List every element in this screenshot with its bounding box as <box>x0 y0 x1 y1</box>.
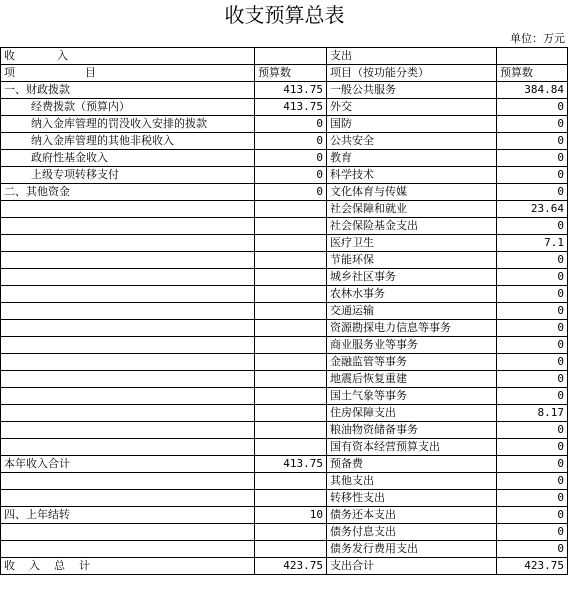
income-item-cell <box>1 286 255 303</box>
table-row <box>1 439 568 456</box>
page-title: 收支预算总表 <box>224 3 345 27</box>
expense-amount-cell: 0 <box>497 490 568 507</box>
expense-amount-cell: 7.1 <box>497 235 568 252</box>
expense-item-cell: 外交 <box>327 99 497 116</box>
expense-item-cell: 一般公共服务 <box>327 82 497 99</box>
table-row <box>1 133 568 150</box>
table-row <box>1 167 568 184</box>
table-row <box>1 252 568 269</box>
table-row <box>1 82 568 99</box>
table-row <box>1 269 568 286</box>
income-item-cell: 收 入 总 计 <box>1 558 255 575</box>
table-row <box>1 201 568 218</box>
income-amount-cell <box>255 201 327 218</box>
expense-item-cell: 商业服务业等事务 <box>327 337 497 354</box>
income-item-cell <box>1 439 255 456</box>
table-row <box>1 473 568 490</box>
income-item-cell <box>1 354 255 371</box>
expense-amount-cell: 0 <box>497 422 568 439</box>
expense-amount-cell: 384.84 <box>497 82 568 99</box>
income-item-cell <box>1 269 255 286</box>
expense-amount-cell: 0 <box>497 388 568 405</box>
income-amount-cell <box>255 303 327 320</box>
income-amount-cell: 0 <box>255 150 327 167</box>
expense-item-cell: 其他支出 <box>327 473 497 490</box>
income-amount-cell <box>255 473 327 490</box>
income-amount-cell: 413.75 <box>255 82 327 99</box>
income-item-cell <box>1 422 255 439</box>
expense-amount-cell: 0 <box>497 524 568 541</box>
expense-amount-cell: 0 <box>497 320 568 337</box>
expense-item-cell: 国有资本经营预算支出 <box>327 439 497 456</box>
income-item-cell: 纳入金库管理的其他非税收入 <box>1 133 255 150</box>
expense-amount-cell: 0 <box>497 371 568 388</box>
income-item-cell: 纳入金库管理的罚没收入安排的拨款 <box>1 116 255 133</box>
income-group-header: 收 入 <box>1 48 255 65</box>
table-row <box>1 184 568 201</box>
income-amount-cell <box>255 354 327 371</box>
income-amount-cell <box>255 405 327 422</box>
expense-amount-cell: 0 <box>497 116 568 133</box>
expense-item-cell: 城乡社区事务 <box>327 269 497 286</box>
expense-item-cell: 粮油物资储备事务 <box>327 422 497 439</box>
expense-item-cell: 国土气象等事务 <box>327 388 497 405</box>
expense-amount-cell: 0 <box>497 150 568 167</box>
expense-item-cell: 支出合计 <box>327 558 497 575</box>
expense-amount-cell: 0 <box>497 507 568 524</box>
table-row <box>1 490 568 507</box>
income-amount-cell: 413.75 <box>255 456 327 473</box>
income-amount-cell: 0 <box>255 116 327 133</box>
income-amount-cell <box>255 320 327 337</box>
table-row <box>1 388 568 405</box>
income-amount-cell: 423.75 <box>255 558 327 575</box>
budget-table <box>0 47 568 575</box>
table-row <box>1 235 568 252</box>
income-item-cell <box>1 388 255 405</box>
income-item-cell <box>1 303 255 320</box>
table-row <box>1 558 568 575</box>
income-amount-cell: 413.75 <box>255 99 327 116</box>
income-amount-cell <box>255 337 327 354</box>
expense-item-cell: 公共安全 <box>327 133 497 150</box>
table-row <box>1 150 568 167</box>
expense-group-header-blank <box>497 48 568 65</box>
income-group-header-blank <box>255 48 327 65</box>
table-row <box>1 371 568 388</box>
expense-amount-cell: 8.17 <box>497 405 568 422</box>
expense-item-cell: 住房保障支出 <box>327 405 497 422</box>
income-amount-cell <box>255 286 327 303</box>
expense-item-cell: 节能环保 <box>327 252 497 269</box>
expense-group-header: 支出 <box>327 48 497 65</box>
income-amount-cell <box>255 524 327 541</box>
expense-item-cell: 农林水事务 <box>327 286 497 303</box>
expense-amount-cell: 0 <box>497 184 568 201</box>
expense-amount-cell: 423.75 <box>497 558 568 575</box>
expense-amount-cell: 0 <box>497 269 568 286</box>
expense-item-header: 项目（按功能分类） <box>327 65 497 82</box>
header-row-columns <box>1 65 568 82</box>
table-row <box>1 405 568 422</box>
expense-item-cell: 地震后恢复重建 <box>327 371 497 388</box>
expense-item-cell: 国防 <box>327 116 497 133</box>
income-amount-cell <box>255 541 327 558</box>
income-item-cell: 二、其他资金 <box>1 184 255 201</box>
income-item-cell <box>1 320 255 337</box>
table-row <box>1 354 568 371</box>
table-row <box>1 116 568 133</box>
expense-item-cell: 交通运输 <box>327 303 497 320</box>
expense-item-cell: 金融监管等事务 <box>327 354 497 371</box>
income-amount-header: 预算数 <box>255 65 327 82</box>
income-item-cell: 一、财政拨款 <box>1 82 255 99</box>
table-row <box>1 524 568 541</box>
income-item-cell <box>1 252 255 269</box>
income-amount-cell <box>255 269 327 286</box>
income-amount-cell: 0 <box>255 133 327 150</box>
expense-item-cell: 社会保障和就业 <box>327 201 497 218</box>
expense-item-cell: 科学技术 <box>327 167 497 184</box>
income-amount-cell: 10 <box>255 507 327 524</box>
table-row <box>1 218 568 235</box>
income-item-cell <box>1 201 255 218</box>
expense-amount-cell: 0 <box>497 303 568 320</box>
expense-amount-cell: 0 <box>497 99 568 116</box>
expense-item-cell: 医疗卫生 <box>327 235 497 252</box>
income-amount-cell <box>255 235 327 252</box>
income-item-cell <box>1 371 255 388</box>
income-item-cell: 四、上年结转 <box>1 507 255 524</box>
expense-amount-cell: 0 <box>497 337 568 354</box>
income-amount-cell <box>255 371 327 388</box>
income-item-cell: 上级专项转移支付 <box>1 167 255 184</box>
income-item-cell <box>1 524 255 541</box>
expense-amount-cell: 0 <box>497 473 568 490</box>
expense-amount-cell: 0 <box>497 167 568 184</box>
income-item-cell <box>1 218 255 235</box>
expense-amount-header: 预算数 <box>497 65 568 82</box>
expense-amount-cell: 0 <box>497 439 568 456</box>
income-amount-cell <box>255 422 327 439</box>
income-item-cell <box>1 473 255 490</box>
income-amount-cell <box>255 439 327 456</box>
header-row-group <box>1 48 568 65</box>
expense-item-cell: 转移性支出 <box>327 490 497 507</box>
income-item-cell <box>1 541 255 558</box>
expense-item-cell: 预备费 <box>327 456 497 473</box>
expense-item-cell: 资源勘探电力信息等事务 <box>327 320 497 337</box>
expense-item-cell: 社会保险基金支出 <box>327 218 497 235</box>
expense-amount-cell: 23.64 <box>497 201 568 218</box>
income-item-cell <box>1 490 255 507</box>
expense-amount-cell: 0 <box>497 133 568 150</box>
table-row <box>1 507 568 524</box>
expense-item-cell: 债务付息支出 <box>327 524 497 541</box>
expense-amount-cell: 0 <box>497 541 568 558</box>
table-row <box>1 541 568 558</box>
expense-item-cell: 文化体育与传媒 <box>327 184 497 201</box>
unit-label: 单位：万元 <box>510 32 565 45</box>
income-amount-cell: 0 <box>255 167 327 184</box>
income-amount-cell <box>255 388 327 405</box>
table-row <box>1 303 568 320</box>
table-row <box>1 320 568 337</box>
income-amount-cell <box>255 490 327 507</box>
expense-item-cell: 债务还本支出 <box>327 507 497 524</box>
expense-amount-cell: 0 <box>497 354 568 371</box>
expense-amount-cell: 0 <box>497 456 568 473</box>
income-item-header: 项 目 <box>1 65 255 82</box>
income-amount-cell: 0 <box>255 184 327 201</box>
income-amount-cell <box>255 252 327 269</box>
table-row <box>1 422 568 439</box>
expense-item-cell: 债务发行费用支出 <box>327 541 497 558</box>
income-item-cell <box>1 235 255 252</box>
table-row <box>1 456 568 473</box>
expense-amount-cell: 0 <box>497 252 568 269</box>
income-amount-cell <box>255 218 327 235</box>
expense-amount-cell: 0 <box>497 218 568 235</box>
income-item-cell: 政府性基金收入 <box>1 150 255 167</box>
expense-amount-cell: 0 <box>497 286 568 303</box>
income-item-cell <box>1 405 255 422</box>
income-item-cell <box>1 337 255 354</box>
income-item-cell: 经费拨款（预算内） <box>1 99 255 116</box>
table-row <box>1 99 568 116</box>
table-row <box>1 286 568 303</box>
expense-item-cell: 教育 <box>327 150 497 167</box>
income-item-cell: 本年收入合计 <box>1 456 255 473</box>
table-row <box>1 337 568 354</box>
